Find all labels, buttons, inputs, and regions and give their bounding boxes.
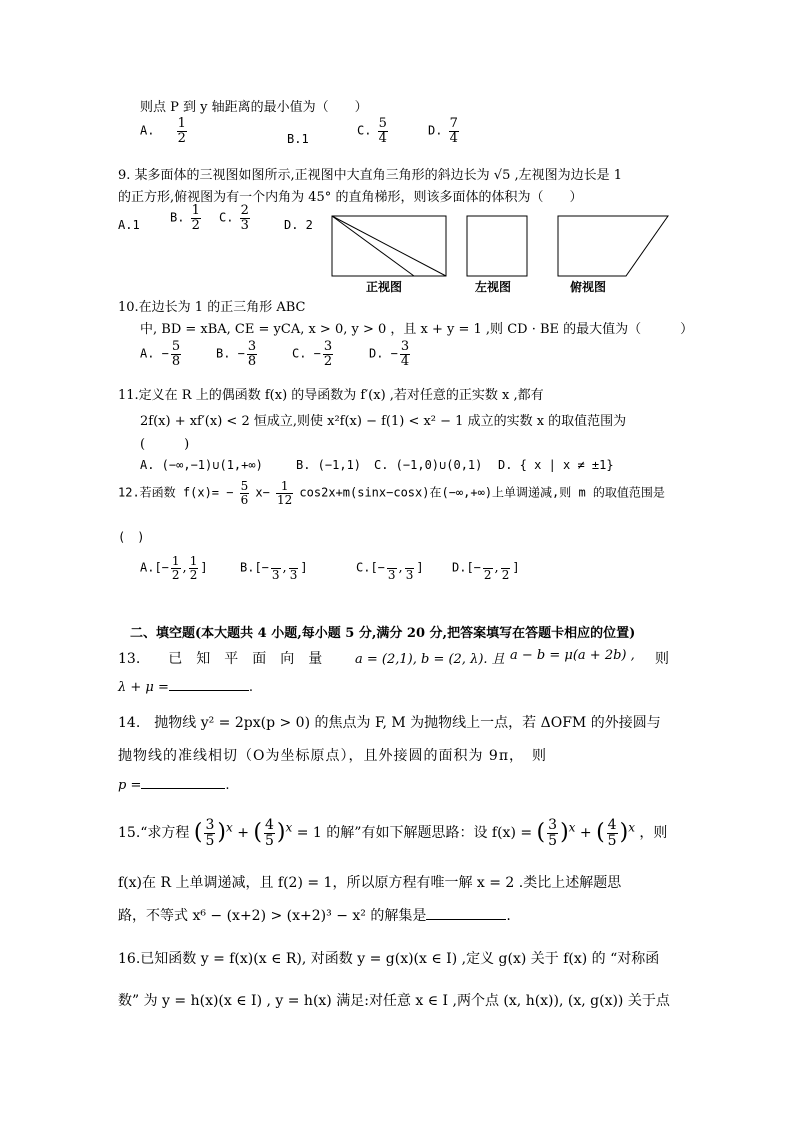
q10-option-b: B. − $\frac{3}{8}$ — [216, 339, 257, 369]
q13-line1a: 13. 已 知 平 面 向 量 — [118, 651, 323, 667]
q11-line1: 11.定义在 R 上的偶函数 f(x) 的导函数为 f′(x) ,若对任意的正实数 x ,都有 — [118, 388, 544, 403]
q14-line1: 14. 抛物线 y² = 2px(p > 0) 的焦点为 F, M 为抛物线上一点，若 ΔOFM 的外接圆与 — [118, 715, 661, 731]
q9-option-c: C. $\frac{2}{3}$ — [219, 203, 249, 233]
q10-line2: 中, BD = xBA, CE = yCA, x > 0, y > 0 ，且 x + y = 1 ,则 CD · BE 的最大值为（ ） — [140, 322, 694, 337]
q12-option-a: A.[− $\frac{1}{2}$ , $\frac{1}{2}$ ] — [140, 554, 208, 582]
q8-option-d: D. $\frac{7}{4}$ — [428, 116, 458, 146]
q9-option-a: A.1 — [118, 218, 140, 232]
q9-option-d: D. 2 — [284, 218, 313, 232]
q10-option-a: A. − $\frac{5}{8}$ — [140, 339, 181, 369]
q14-line3: p = . — [118, 778, 230, 793]
question-8-tail: 则点 P 到 y 轴距离的最小值为（ ） — [140, 100, 368, 115]
front-view-shape — [332, 216, 446, 276]
q9-line1: 9. 某多面体的三视图如图所示,正视图中大直角三角形的斜边长为 √5 ,左视图为边长是 1 — [118, 168, 623, 183]
q9-line2: 的正方形,俯视图为有一个内角为 45° 的直角梯形，则该多面体的体积为（ ） — [118, 190, 583, 205]
q12-line1: 12.若函数 f(x)= − $\frac{5}{6}$ x− $\frac{1}{12}$ cos2x+m(sinx−cosx)在(−∞,+∞)上单调递减,则 m 的取值范围是 — [118, 479, 665, 507]
q15-line3: 路，不等式 x⁶ − (x+2) > (x+2)³ − x² 的解集是 . — [118, 908, 511, 924]
q8-option-a: A. $\frac{1}{2}$ — [140, 116, 186, 146]
q11-line3: ( ) — [140, 437, 190, 452]
q16-line1: 16.已知函数 y = f(x)(x ∈ R), 对函数 y = g(x)(x ∈ I) ,定义 g(x) 关于 f(x) 的 “对称函 — [118, 951, 660, 967]
q13-line1d: 则 — [655, 651, 669, 667]
q14-line2: 抛物线的准线相切（O为坐标原点），且外接圆的面积为 9π， 则 — [118, 748, 548, 764]
section-2-heading: 二、填空题(本大题共 4 小题,每小题 5 分,满分 20 分,把答案填写在答题卡相应的位置) — [130, 626, 636, 641]
q10-option-d: D. − $\frac{3}{4}$ — [369, 339, 410, 369]
top-view-shape — [558, 216, 668, 276]
q11-option-b: B. (−1,1) — [296, 458, 362, 472]
q10-option-c: C. − $\frac{3}{2}$ — [292, 339, 333, 369]
q15-line1: 15.“求方程 ( $\frac{3}{5}$ )$^x$ + ( $\frac{4}{5}$ )$^x$ = 1 的解”有如下解题思路：设 f(x) = ( $\frac{3}{5}$ )$^x$ + ( $\frac{4}{5}$ )$^x$ ，则 — [118, 817, 668, 849]
q9-option-b: B. $\frac{1}{2}$ — [170, 203, 200, 233]
left-view-label: 左视图 — [475, 280, 512, 294]
q13-line2: λ + μ = . — [118, 680, 254, 695]
q12-line2: ( ) — [118, 530, 145, 544]
top-view-label: 俯视图 — [570, 280, 607, 294]
front-view-label: 正视图 — [366, 280, 403, 294]
q13-line1c: a − b = μ(a + 2b) , — [510, 648, 635, 663]
left-view-shape — [467, 216, 527, 276]
q8-option-b: B.1 — [287, 132, 309, 146]
q12-option-d: D.[− 2 , 2 ] — [452, 555, 520, 581]
q15-line2: f(x)在 R 上单调递减，且 f(2) = 1，所以原方程有唯一解 x = 2 .类比上述解题思 — [118, 875, 622, 891]
q11-option-a: A. (−∞,−1)∪(1,+∞) — [140, 458, 263, 472]
q13-line1b: a = (2,1), b = (2, λ). 且 — [355, 652, 505, 667]
q10-line1: 10.在边长为 1 的正三角形 ABC — [118, 300, 306, 315]
q11-option-c: C. (−1,0)∪(0,1) — [374, 458, 483, 472]
q11-line2: 2f(x) + xf′(x) < 2 恒成立,则使 x²f(x) − f(1) < x² − 1 成立的实数 x 的取值范围为 — [140, 414, 627, 429]
q12-option-b: B.[− 3 , 3 ] — [240, 555, 308, 581]
q16-line2: 数” 为 y = h(x)(x ∈ I) , y = h(x) 满足:对任意 x ∈ I ,两个点 (x, h(x)), (x, g(x)) 关于点 — [118, 993, 670, 1009]
q11-option-d: D. { x | x ≠ ±1} — [498, 458, 614, 472]
q8-option-c: C. $\frac{5}{4}$ — [357, 116, 387, 146]
q12-option-c: C.[− 3 , 3 ] — [356, 555, 424, 581]
